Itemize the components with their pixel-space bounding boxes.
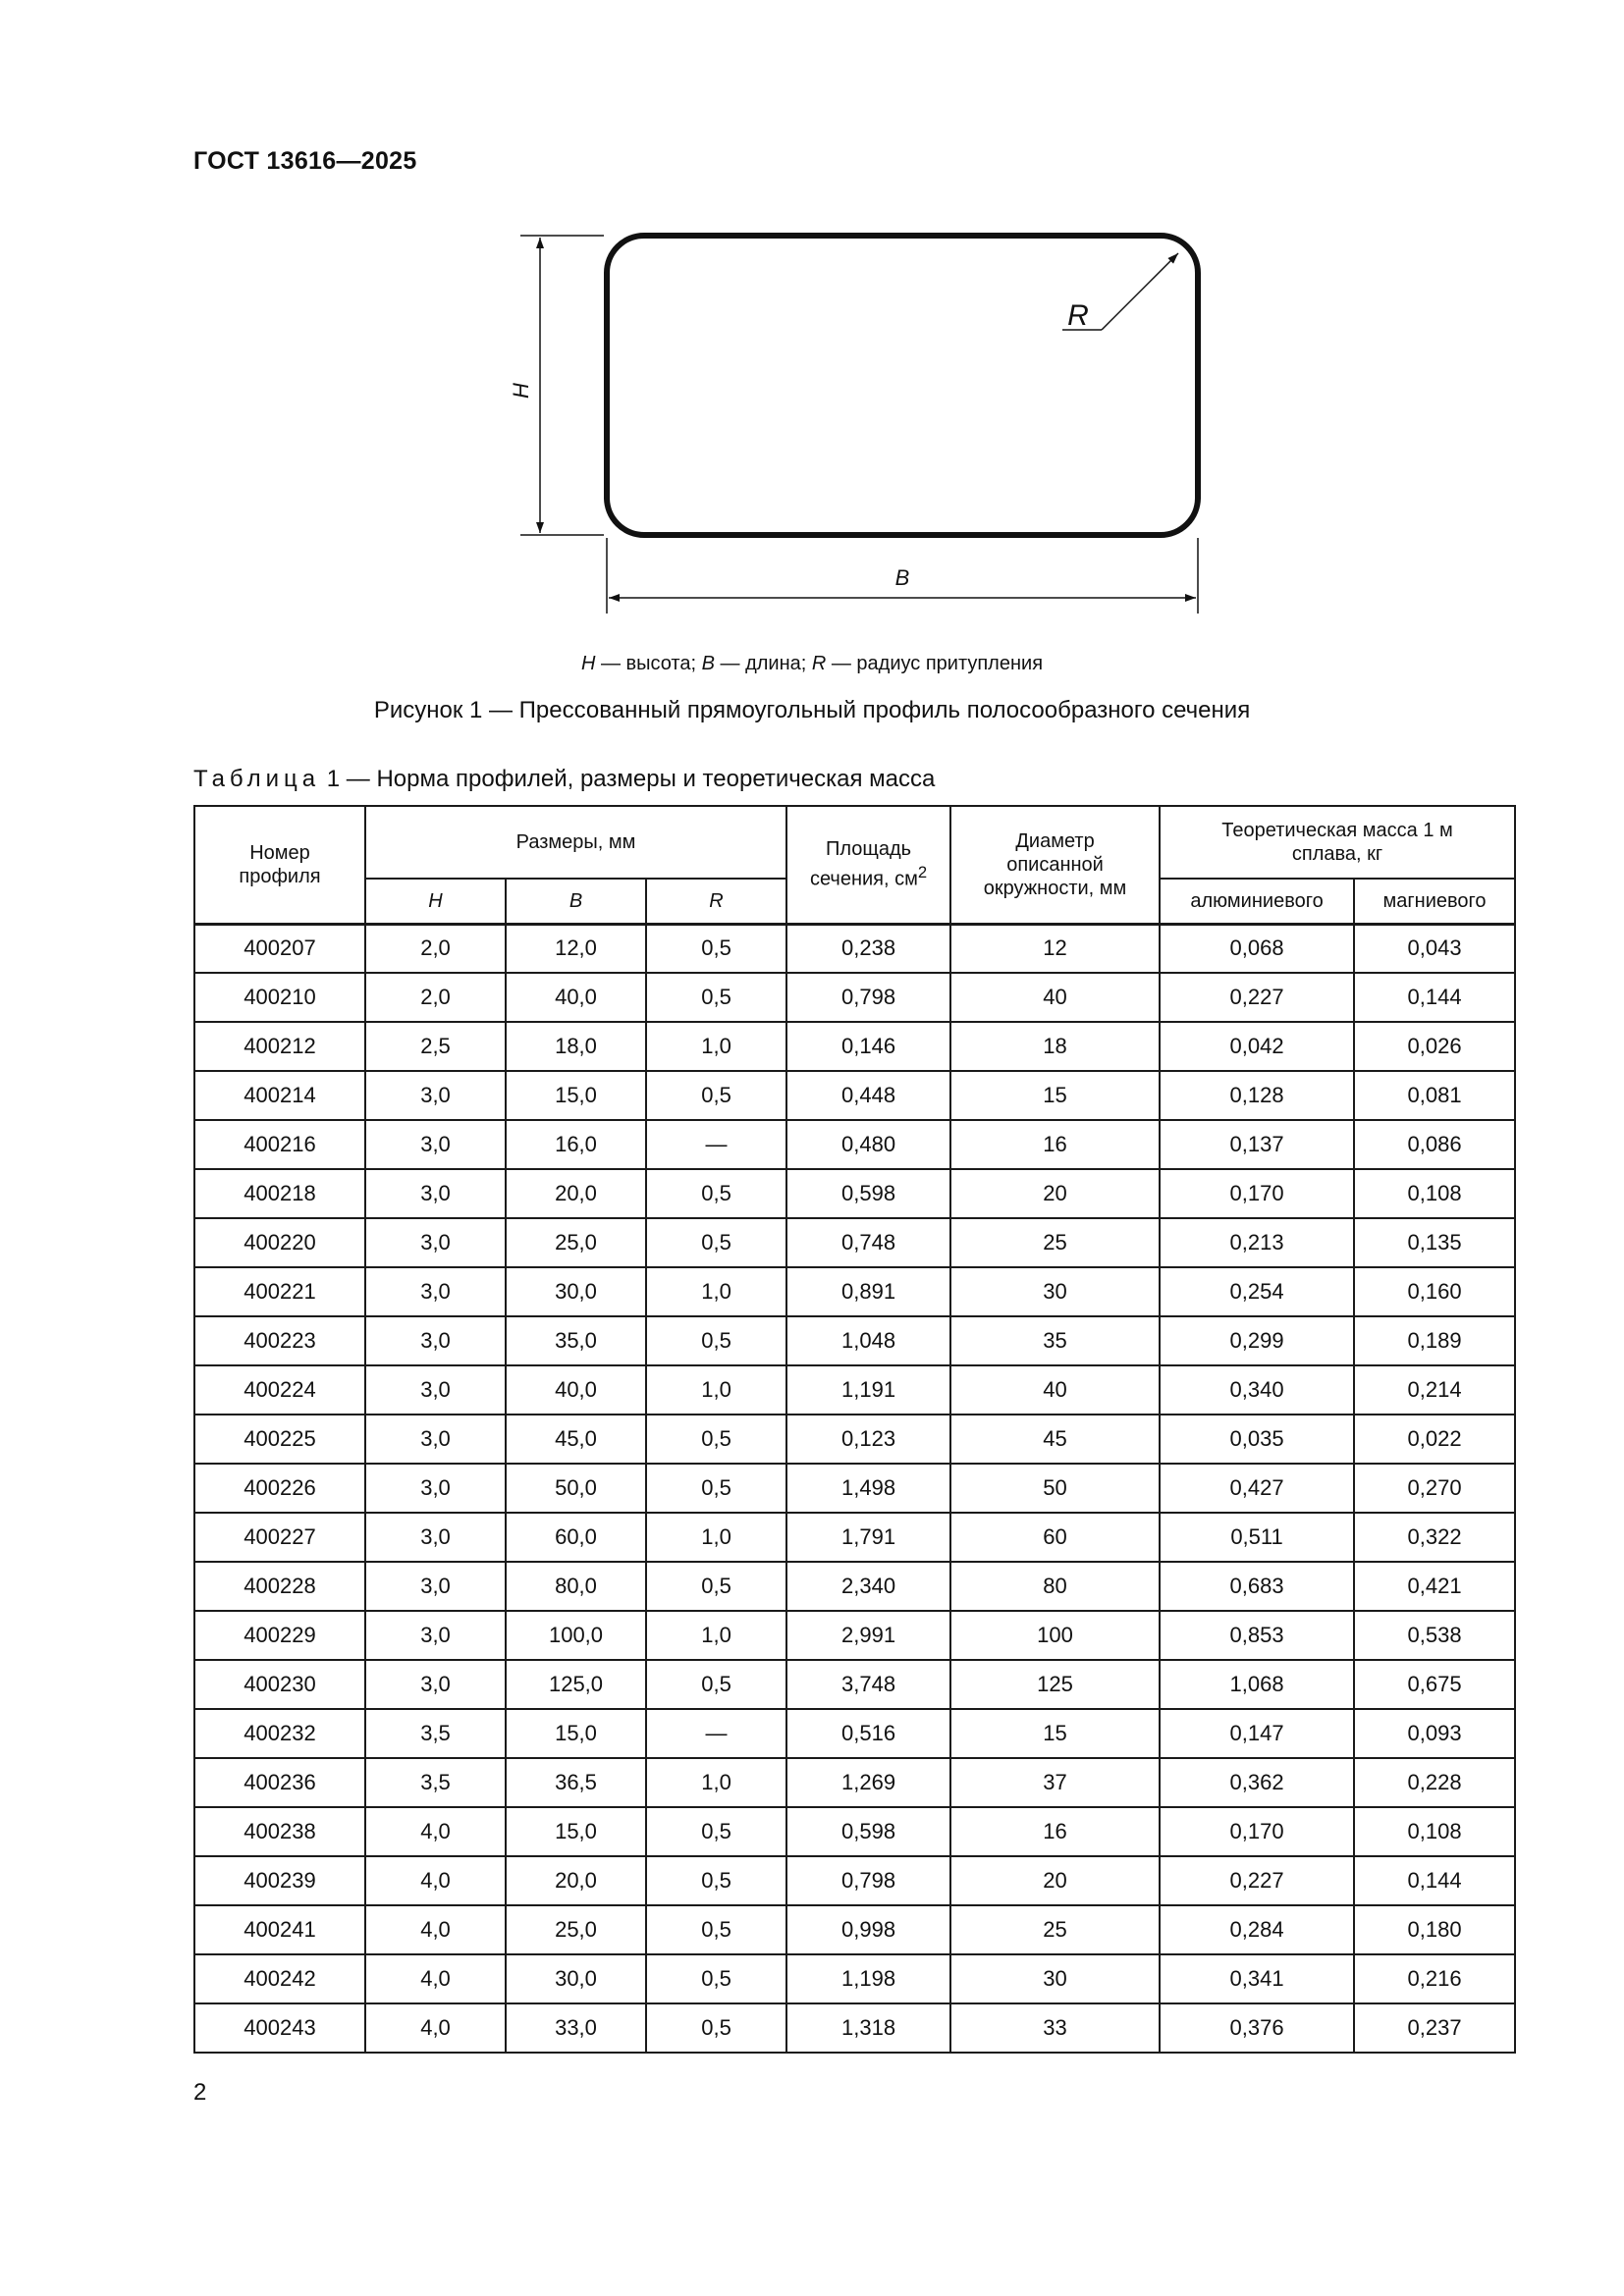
cell-aluminum: 0,341 <box>1160 1954 1354 2003</box>
legend-b-text: — длина; <box>714 653 812 674</box>
cell-profile-number: 400216 <box>194 1120 365 1169</box>
cell-h: 3,0 <box>365 1464 506 1513</box>
cell-diameter: 15 <box>950 1071 1160 1120</box>
cell-magnesium: 0,108 <box>1354 1169 1515 1218</box>
cell-diameter: 50 <box>950 1464 1160 1513</box>
cell-aluminum: 0,170 <box>1160 1807 1354 1856</box>
table-title <box>193 766 935 793</box>
cell-profile-number: 400210 <box>194 973 365 1022</box>
cell-profile-number: 400212 <box>194 1022 365 1071</box>
cell-r: 0,5 <box>646 1660 786 1709</box>
cell-magnesium: 0,160 <box>1354 1267 1515 1316</box>
cell-aluminum: 0,511 <box>1160 1513 1354 1562</box>
cell-b: 35,0 <box>506 1316 646 1365</box>
cell-area: 0,891 <box>786 1267 950 1316</box>
cell-magnesium: 0,189 <box>1354 1316 1515 1365</box>
cell-area: 1,198 <box>786 1954 950 2003</box>
cell-h: 3,5 <box>365 1709 506 1758</box>
cell-magnesium: 0,216 <box>1354 1954 1515 2003</box>
cell-r: 1,0 <box>646 1022 786 1071</box>
document-header: ГОСТ 13616—2025 <box>193 147 417 175</box>
cell-diameter: 40 <box>950 973 1160 1022</box>
cell-diameter: 30 <box>950 1267 1160 1316</box>
table-row <box>194 1071 1515 1120</box>
cell-r: 0,5 <box>646 1464 786 1513</box>
cell-aluminum: 0,068 <box>1160 924 1354 973</box>
cell-diameter: 15 <box>950 1709 1160 1758</box>
cell-magnesium: 0,322 <box>1354 1513 1515 1562</box>
cell-aluminum: 0,683 <box>1160 1562 1354 1611</box>
header-h: H <box>365 879 506 924</box>
cell-magnesium: 0,270 <box>1354 1464 1515 1513</box>
cell-h: 3,0 <box>365 1169 506 1218</box>
cell-diameter: 25 <box>950 1905 1160 1954</box>
cell-profile-number: 400239 <box>194 1856 365 1905</box>
cell-diameter: 18 <box>950 1022 1160 1071</box>
cell-area: 3,748 <box>786 1660 950 1709</box>
cell-h: 2,5 <box>365 1022 506 1071</box>
cell-h: 4,0 <box>365 1905 506 1954</box>
cell-magnesium: 0,675 <box>1354 1660 1515 1709</box>
figure-legend <box>0 653 1624 675</box>
table-title-word: Таблица <box>193 766 321 792</box>
table-row <box>194 973 1515 1022</box>
cell-aluminum: 0,137 <box>1160 1120 1354 1169</box>
header-r: R <box>646 879 786 924</box>
cell-diameter: 16 <box>950 1807 1160 1856</box>
profile-outline <box>607 236 1198 535</box>
cell-diameter: 80 <box>950 1562 1160 1611</box>
cell-r: 0,5 <box>646 1071 786 1120</box>
cell-b: 36,5 <box>506 1758 646 1807</box>
cell-r: 0,5 <box>646 1218 786 1267</box>
cell-profile-number: 400214 <box>194 1071 365 1120</box>
cell-profile-number: 400236 <box>194 1758 365 1807</box>
legend-b-symbol: B <box>701 653 715 674</box>
cell-h: 3,0 <box>365 1316 506 1365</box>
cell-aluminum: 0,284 <box>1160 1905 1354 1954</box>
cell-b: 16,0 <box>506 1120 646 1169</box>
cell-magnesium: 0,421 <box>1354 1562 1515 1611</box>
cell-r: 1,0 <box>646 1267 786 1316</box>
cell-magnesium: 0,093 <box>1354 1709 1515 1758</box>
cell-h: 3,0 <box>365 1415 506 1464</box>
cell-area: 0,146 <box>786 1022 950 1071</box>
cell-magnesium: 0,144 <box>1354 1856 1515 1905</box>
cell-h: 3,0 <box>365 1267 506 1316</box>
cell-profile-number: 400241 <box>194 1905 365 1954</box>
cell-area: 0,748 <box>786 1218 950 1267</box>
cell-area: 0,238 <box>786 924 950 973</box>
cell-aluminum: 0,042 <box>1160 1022 1354 1071</box>
cell-r: 0,5 <box>646 1415 786 1464</box>
cell-b: 30,0 <box>506 1267 646 1316</box>
cell-profile-number: 400227 <box>194 1513 365 1562</box>
table-row <box>194 1562 1515 1611</box>
cell-diameter: 25 <box>950 1218 1160 1267</box>
cell-magnesium: 0,026 <box>1354 1022 1515 1071</box>
cell-b: 12,0 <box>506 924 646 973</box>
cell-diameter: 45 <box>950 1415 1160 1464</box>
cell-area: 1,318 <box>786 2003 950 2053</box>
table-row <box>194 1316 1515 1365</box>
cell-area: 1,048 <box>786 1316 950 1365</box>
cell-b: 15,0 <box>506 1709 646 1758</box>
cell-magnesium: 0,043 <box>1354 924 1515 973</box>
page-number: 2 <box>193 2079 207 2106</box>
cell-area: 0,998 <box>786 1905 950 1954</box>
cell-magnesium: 0,538 <box>1354 1611 1515 1660</box>
cell-aluminum: 0,362 <box>1160 1758 1354 1807</box>
cell-b: 25,0 <box>506 1905 646 1954</box>
cell-magnesium: 0,135 <box>1354 1218 1515 1267</box>
cell-area: 0,448 <box>786 1071 950 1120</box>
cell-aluminum: 0,254 <box>1160 1267 1354 1316</box>
cell-h: 3,5 <box>365 1758 506 1807</box>
cell-h: 4,0 <box>365 1807 506 1856</box>
cell-b: 60,0 <box>506 1513 646 1562</box>
cell-profile-number: 400242 <box>194 1954 365 2003</box>
cell-magnesium: 0,214 <box>1354 1365 1515 1415</box>
cell-diameter: 60 <box>950 1513 1160 1562</box>
table-body <box>194 924 1515 2053</box>
cell-r: 0,5 <box>646 1954 786 2003</box>
table-row <box>194 1807 1515 1856</box>
profile-drawing <box>491 216 1237 628</box>
cell-aluminum: 0,376 <box>1160 2003 1354 2053</box>
cell-area: 0,516 <box>786 1709 950 1758</box>
cell-profile-number: 400220 <box>194 1218 365 1267</box>
header-mass: Теоретическая масса 1 м сплава, кг <box>1160 806 1515 879</box>
cell-r: — <box>646 1709 786 1758</box>
cell-diameter: 16 <box>950 1120 1160 1169</box>
cell-diameter: 33 <box>950 2003 1160 2053</box>
radius-label: R <box>1067 299 1089 332</box>
cell-profile-number: 400238 <box>194 1807 365 1856</box>
cell-aluminum: 0,427 <box>1160 1464 1354 1513</box>
cell-profile-number: 400226 <box>194 1464 365 1513</box>
cell-r: 1,0 <box>646 1365 786 1415</box>
cell-profile-number: 400225 <box>194 1415 365 1464</box>
header-area-text: Площадь сечения, см <box>809 838 918 891</box>
cell-profile-number: 400218 <box>194 1169 365 1218</box>
cell-area: 1,269 <box>786 1758 950 1807</box>
cell-r: 0,5 <box>646 973 786 1022</box>
table-row <box>194 1611 1515 1660</box>
cell-aluminum: 1,068 <box>1160 1660 1354 1709</box>
cell-b: 18,0 <box>506 1022 646 1071</box>
cell-area: 0,598 <box>786 1807 950 1856</box>
header-area-sup: 2 <box>917 863 928 882</box>
cell-profile-number: 400228 <box>194 1562 365 1611</box>
cell-magnesium: 0,108 <box>1354 1807 1515 1856</box>
table-row <box>194 1365 1515 1415</box>
table-row <box>194 1120 1515 1169</box>
cell-diameter: 37 <box>950 1758 1160 1807</box>
profile-drawing-svg <box>491 216 1237 628</box>
table-row <box>194 2003 1515 2053</box>
cell-profile-number: 400230 <box>194 1660 365 1709</box>
cell-area: 0,123 <box>786 1415 950 1464</box>
radius-leader <box>1102 253 1178 330</box>
table-row <box>194 1856 1515 1905</box>
legend-r-symbol: R <box>811 653 827 674</box>
legend-r-text: — радиус притупления <box>826 653 1044 674</box>
legend-h-symbol: H <box>580 653 596 674</box>
cell-b: 50,0 <box>506 1464 646 1513</box>
cell-diameter: 20 <box>950 1169 1160 1218</box>
table-row <box>194 1905 1515 1954</box>
table-row <box>194 924 1515 973</box>
table-row <box>194 1169 1515 1218</box>
cell-aluminum: 0,227 <box>1160 973 1354 1022</box>
cell-area: 0,598 <box>786 1169 950 1218</box>
cell-b: 125,0 <box>506 1660 646 1709</box>
cell-aluminum: 0,213 <box>1160 1218 1354 1267</box>
table-row <box>194 1513 1515 1562</box>
cell-profile-number: 400243 <box>194 2003 365 2053</box>
cell-h: 3,0 <box>365 1562 506 1611</box>
cell-b: 45,0 <box>506 1415 646 1464</box>
cell-h: 2,0 <box>365 973 506 1022</box>
table-row <box>194 1660 1515 1709</box>
cell-magnesium: 0,228 <box>1354 1758 1515 1807</box>
cell-diameter: 20 <box>950 1856 1160 1905</box>
cell-diameter: 100 <box>950 1611 1160 1660</box>
cell-r: 1,0 <box>646 1611 786 1660</box>
cell-magnesium: 0,022 <box>1354 1415 1515 1464</box>
cell-r: 0,5 <box>646 924 786 973</box>
cell-b: 20,0 <box>506 1856 646 1905</box>
header-aluminum: алюминиевого <box>1160 879 1354 924</box>
cell-b: 40,0 <box>506 973 646 1022</box>
cell-h: 3,0 <box>365 1218 506 1267</box>
cell-h: 4,0 <box>365 2003 506 2053</box>
cell-r: 1,0 <box>646 1758 786 1807</box>
cell-h: 4,0 <box>365 1954 506 2003</box>
cell-b: 25,0 <box>506 1218 646 1267</box>
cell-profile-number: 400223 <box>194 1316 365 1365</box>
header-area <box>786 806 950 924</box>
table-row <box>194 1709 1515 1758</box>
cell-b: 30,0 <box>506 1954 646 2003</box>
cell-aluminum: 0,035 <box>1160 1415 1354 1464</box>
cell-h: 2,0 <box>365 924 506 973</box>
cell-r: 0,5 <box>646 1807 786 1856</box>
cell-area: 0,798 <box>786 973 950 1022</box>
cell-b: 100,0 <box>506 1611 646 1660</box>
header-diameter: Диаметр описанной окружности, мм <box>950 806 1160 924</box>
table-row <box>194 1758 1515 1807</box>
cell-b: 20,0 <box>506 1169 646 1218</box>
table-title-text: 1 — Норма профилей, размеры и теоретическая масса <box>320 766 936 792</box>
header-magnesium: магниевого <box>1354 879 1515 924</box>
cell-b: 15,0 <box>506 1071 646 1120</box>
height-label: H <box>509 383 533 399</box>
cell-area: 1,791 <box>786 1513 950 1562</box>
cell-h: 3,0 <box>365 1513 506 1562</box>
cell-aluminum: 0,340 <box>1160 1365 1354 1415</box>
table-row <box>194 1464 1515 1513</box>
table-row <box>194 1954 1515 2003</box>
cell-area: 1,498 <box>786 1464 950 1513</box>
cell-h: 3,0 <box>365 1660 506 1709</box>
cell-h: 3,0 <box>365 1120 506 1169</box>
cell-profile-number: 400229 <box>194 1611 365 1660</box>
cell-area: 2,340 <box>786 1562 950 1611</box>
cell-diameter: 125 <box>950 1660 1160 1709</box>
cell-magnesium: 0,180 <box>1354 1905 1515 1954</box>
cell-aluminum: 0,299 <box>1160 1316 1354 1365</box>
cell-magnesium: 0,086 <box>1354 1120 1515 1169</box>
cell-aluminum: 0,170 <box>1160 1169 1354 1218</box>
figure-caption: Рисунок 1 — Прессованный прямоугольный профиль полосообразного сечения <box>373 697 1251 723</box>
cell-h: 3,0 <box>365 1365 506 1415</box>
table-row <box>194 1022 1515 1071</box>
header-dimensions: Размеры, мм <box>365 806 786 879</box>
cell-r: 1,0 <box>646 1513 786 1562</box>
cell-area: 1,191 <box>786 1365 950 1415</box>
cell-r: 0,5 <box>646 1905 786 1954</box>
cell-h: 4,0 <box>365 1856 506 1905</box>
cell-area: 2,991 <box>786 1611 950 1660</box>
cell-magnesium: 0,081 <box>1354 1071 1515 1120</box>
cell-r: — <box>646 1120 786 1169</box>
cell-diameter: 35 <box>950 1316 1160 1365</box>
legend-h-text: — высота; <box>595 653 702 674</box>
cell-magnesium: 0,237 <box>1354 2003 1515 2053</box>
cell-profile-number: 400221 <box>194 1267 365 1316</box>
cell-area: 0,798 <box>786 1856 950 1905</box>
cell-profile-number: 400207 <box>194 924 365 973</box>
cell-diameter: 40 <box>950 1365 1160 1415</box>
cell-b: 15,0 <box>506 1807 646 1856</box>
cell-diameter: 12 <box>950 924 1160 973</box>
cell-area: 0,480 <box>786 1120 950 1169</box>
cell-aluminum: 0,853 <box>1160 1611 1354 1660</box>
cell-h: 3,0 <box>365 1611 506 1660</box>
cell-r: 0,5 <box>646 2003 786 2053</box>
cell-b: 33,0 <box>506 2003 646 2053</box>
table-row <box>194 1415 1515 1464</box>
cell-r: 0,5 <box>646 1169 786 1218</box>
table-row <box>194 1218 1515 1267</box>
cell-h: 3,0 <box>365 1071 506 1120</box>
cell-aluminum: 0,128 <box>1160 1071 1354 1120</box>
cell-r: 0,5 <box>646 1316 786 1365</box>
cell-profile-number: 400224 <box>194 1365 365 1415</box>
cell-magnesium: 0,144 <box>1354 973 1515 1022</box>
cell-aluminum: 0,227 <box>1160 1856 1354 1905</box>
header-profile-number: Номер профиля <box>194 806 365 924</box>
cell-b: 40,0 <box>506 1365 646 1415</box>
profiles-table <box>193 805 1516 2054</box>
cell-profile-number: 400232 <box>194 1709 365 1758</box>
header-b: B <box>506 879 646 924</box>
cell-b: 80,0 <box>506 1562 646 1611</box>
cell-aluminum: 0,147 <box>1160 1709 1354 1758</box>
cell-diameter: 30 <box>950 1954 1160 2003</box>
cell-r: 0,5 <box>646 1856 786 1905</box>
cell-r: 0,5 <box>646 1562 786 1611</box>
length-label: B <box>894 565 910 590</box>
table-row <box>194 1267 1515 1316</box>
